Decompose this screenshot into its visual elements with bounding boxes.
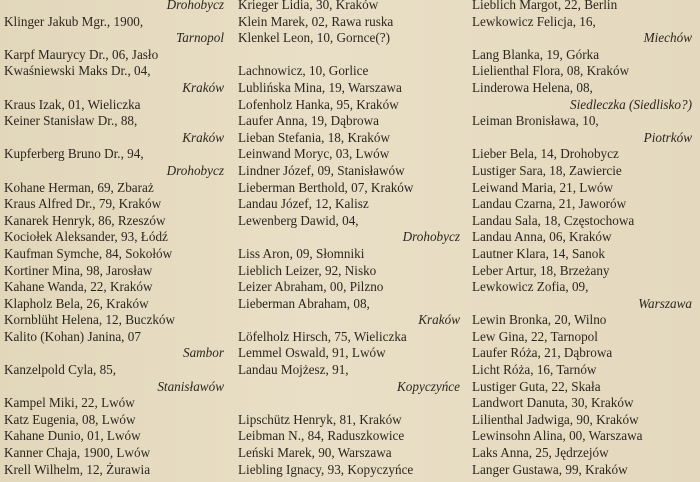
name-entry: Lautner Klara, 14, Sanok bbox=[472, 245, 605, 261]
name-entry: Laufer Anna, 19, Dąbrowa bbox=[238, 113, 379, 129]
place-continuation: Stanisławów bbox=[157, 378, 224, 394]
name-entry: Lustiger Sara, 18, Zawiercie bbox=[472, 162, 622, 178]
name-entry: Klinger Jakub Mgr., 1900, bbox=[4, 13, 144, 29]
name-entry: Katz Eugenia, 08, Lwów bbox=[4, 411, 136, 427]
name-entry: Laks Anna, 25, Jędrzejów bbox=[472, 445, 609, 461]
place-continuation: Siedleczka (Siedlisko?) bbox=[570, 96, 692, 112]
place-continuation: Miechów bbox=[643, 30, 692, 46]
name-entry: Lewinsohn Alina, 00, Warszawa bbox=[472, 428, 643, 444]
name-entry: Linderowa Helena, 08, bbox=[472, 79, 593, 95]
name-entry: Lindner Józef, 09, Stanisławów bbox=[238, 162, 405, 178]
name-entry: Kahane Dunio, 01, Lwów bbox=[4, 428, 141, 444]
name-entry: Kupferberg Bruno Dr., 94, bbox=[4, 146, 144, 162]
name-entry: Kaufman Symche, 84, Sokołów bbox=[4, 245, 173, 261]
name-entry: Lilienthal Jadwiga, 90, Kraków bbox=[472, 411, 639, 427]
place-continuation: Piotrków bbox=[643, 129, 692, 145]
name-entry: Lieblich Leizer, 92, Nisko bbox=[238, 262, 377, 278]
place-continuation: Tarnopol bbox=[176, 30, 224, 46]
name-entry: Leiwand Maria, 21, Lwów bbox=[472, 179, 613, 195]
name-entry: Lieberman Berthold, 07, Kraków bbox=[238, 179, 414, 195]
place-continuation: Drohobycz bbox=[166, 162, 224, 178]
name-entry: Laufer Róża, 21, Dąbrowa bbox=[472, 345, 613, 361]
name-entry: Landau Sala, 18, Częstochowa bbox=[472, 212, 635, 228]
name-entry: Krell Wilhelm, 12, Żurawia bbox=[4, 461, 151, 477]
name-entry: Kociołek Aleksander, 93, Łódź bbox=[4, 229, 168, 245]
name-entry: Kohane Herman, 69, Zbaraż bbox=[4, 179, 154, 195]
name-entry: Lublińska Mina, 19, Warszawa bbox=[238, 79, 402, 95]
name-entry: Klapholz Bela, 26, Kraków bbox=[4, 295, 149, 311]
name-entry: Lofenholz Hanka, 95, Kraków bbox=[238, 96, 399, 112]
name-entry: Leiman Bronisława, 10, bbox=[472, 113, 599, 129]
name-entry: Kanner Chaja, 1900, Lwów bbox=[4, 445, 151, 461]
name-entry: Leber Artur, 18, Brzeżany bbox=[472, 262, 610, 278]
name-entry: Kalito (Kohan) Janina, 07 bbox=[4, 328, 141, 344]
name-entry: Keiner Stanisław Dr., 88, bbox=[4, 113, 138, 129]
name-entry: Kraus Izak, 01, Wieliczka bbox=[4, 96, 141, 112]
name-entry: Löfelholz Hirsch, 75, Wieliczka bbox=[238, 328, 407, 344]
name-entry: Lieberman Abraham, 08, bbox=[238, 295, 370, 311]
name-entry: Lemmel Oswald, 91, Lwów bbox=[238, 345, 386, 361]
place-continuation: Kraków bbox=[182, 79, 224, 95]
place-continuation: Kraków bbox=[418, 312, 460, 328]
name-entry: Landau Anna, 06, Kraków bbox=[472, 229, 612, 245]
name-entry: Lewenberg Dawid, 04, bbox=[238, 212, 359, 228]
name-entry: Kanarek Henryk, 86, Rzeszów bbox=[4, 212, 166, 228]
place-continuation: Drohobycz bbox=[402, 229, 460, 245]
place-continuation: Drohobycz bbox=[166, 0, 224, 12]
place-continuation: Sambor bbox=[182, 345, 224, 361]
name-entry: Lang Blanka, 19, Górka bbox=[472, 46, 600, 62]
name-entry: Liebling Ignacy, 93, Kopyczyńce bbox=[238, 461, 414, 477]
name-entry: Leinwand Moryc, 03, Lwów bbox=[238, 146, 390, 162]
name-entry: Kortiner Mina, 98, Jarosław bbox=[4, 262, 153, 278]
name-entry: Lieblich Margot, 22, Berlin bbox=[472, 0, 618, 12]
name-entry: Lieber Bela, 14, Drohobycz bbox=[472, 146, 619, 162]
name-entry: Leński Marek, 90, Warszawa bbox=[238, 445, 392, 461]
name-entry: Landau Czarna, 21, Jaworów bbox=[472, 196, 627, 212]
name-entry: Landau Mojżesz, 91, bbox=[238, 362, 349, 378]
name-list-column-3 bbox=[472, 0, 698, 478]
name-entry: Klenkel Leon, 10, Gornce(?) bbox=[238, 30, 390, 46]
place-continuation: Warszawa bbox=[638, 295, 692, 311]
place-continuation: Kraków bbox=[182, 129, 224, 145]
name-entry: Kahane Wanda, 22, Kraków bbox=[4, 279, 153, 295]
name-entry: Licht Róża, 16, Tarnów bbox=[472, 362, 597, 378]
name-list-column-1 bbox=[4, 0, 230, 478]
name-entry: Lipschütz Henryk, 81, Kraków bbox=[238, 411, 402, 427]
name-entry: Kanzelpold Cyla, 85, bbox=[4, 362, 117, 378]
place-continuation: Kopyczyńce bbox=[397, 378, 460, 394]
name-entry: Lustiger Guta, 22, Skała bbox=[472, 378, 601, 394]
name-entry: Liss Aron, 09, Słomniki bbox=[238, 245, 365, 261]
name-entry: Lielienthal Flora, 08, Kraków bbox=[472, 63, 630, 79]
name-entry: Leizer Abraham, 00, Pilzno bbox=[238, 279, 384, 295]
name-entry: Lewkowicz Felicja, 16, bbox=[472, 13, 596, 29]
name-entry: Kampel Miki, 22, Lwów bbox=[4, 395, 135, 411]
name-entry: Landau Józef, 12, Kalisz bbox=[238, 196, 369, 212]
blank-line bbox=[238, 395, 466, 412]
name-entry: Landwort Danuta, 30, Kraków bbox=[472, 395, 634, 411]
name-entry: Langer Gustawa, 99, Kraków bbox=[472, 461, 628, 477]
name-entry: Lewin Bronka, 20, Wilno bbox=[472, 312, 607, 328]
name-list-column-2 bbox=[238, 0, 466, 478]
name-entry: Leibman N., 84, Raduszkowice bbox=[238, 428, 405, 444]
name-entry: Lieban Stefania, 18, Kraków bbox=[238, 129, 390, 145]
name-entry: Kornblüht Helena, 12, Buczków bbox=[4, 312, 176, 328]
name-entry: Karpf Maurycy Dr., 06, Jasło bbox=[4, 46, 159, 62]
name-entry: Kwaśniewski Maks Dr., 04, bbox=[4, 63, 151, 79]
name-entry: Klein Marek, 02, Rawa ruska bbox=[238, 13, 394, 29]
name-entry: Lew Gina, 22, Tarnopol bbox=[472, 328, 598, 344]
name-entry: Krieger Lidia, 30, Kraków bbox=[238, 0, 379, 12]
name-entry: Kraus Alfred Dr., 79, Kraków bbox=[4, 196, 162, 212]
blank-line bbox=[238, 47, 466, 64]
name-entry: Lachnowicz, 10, Gorlice bbox=[238, 63, 369, 79]
name-entry: Lewkowicz Zofia, 09, bbox=[472, 279, 589, 295]
